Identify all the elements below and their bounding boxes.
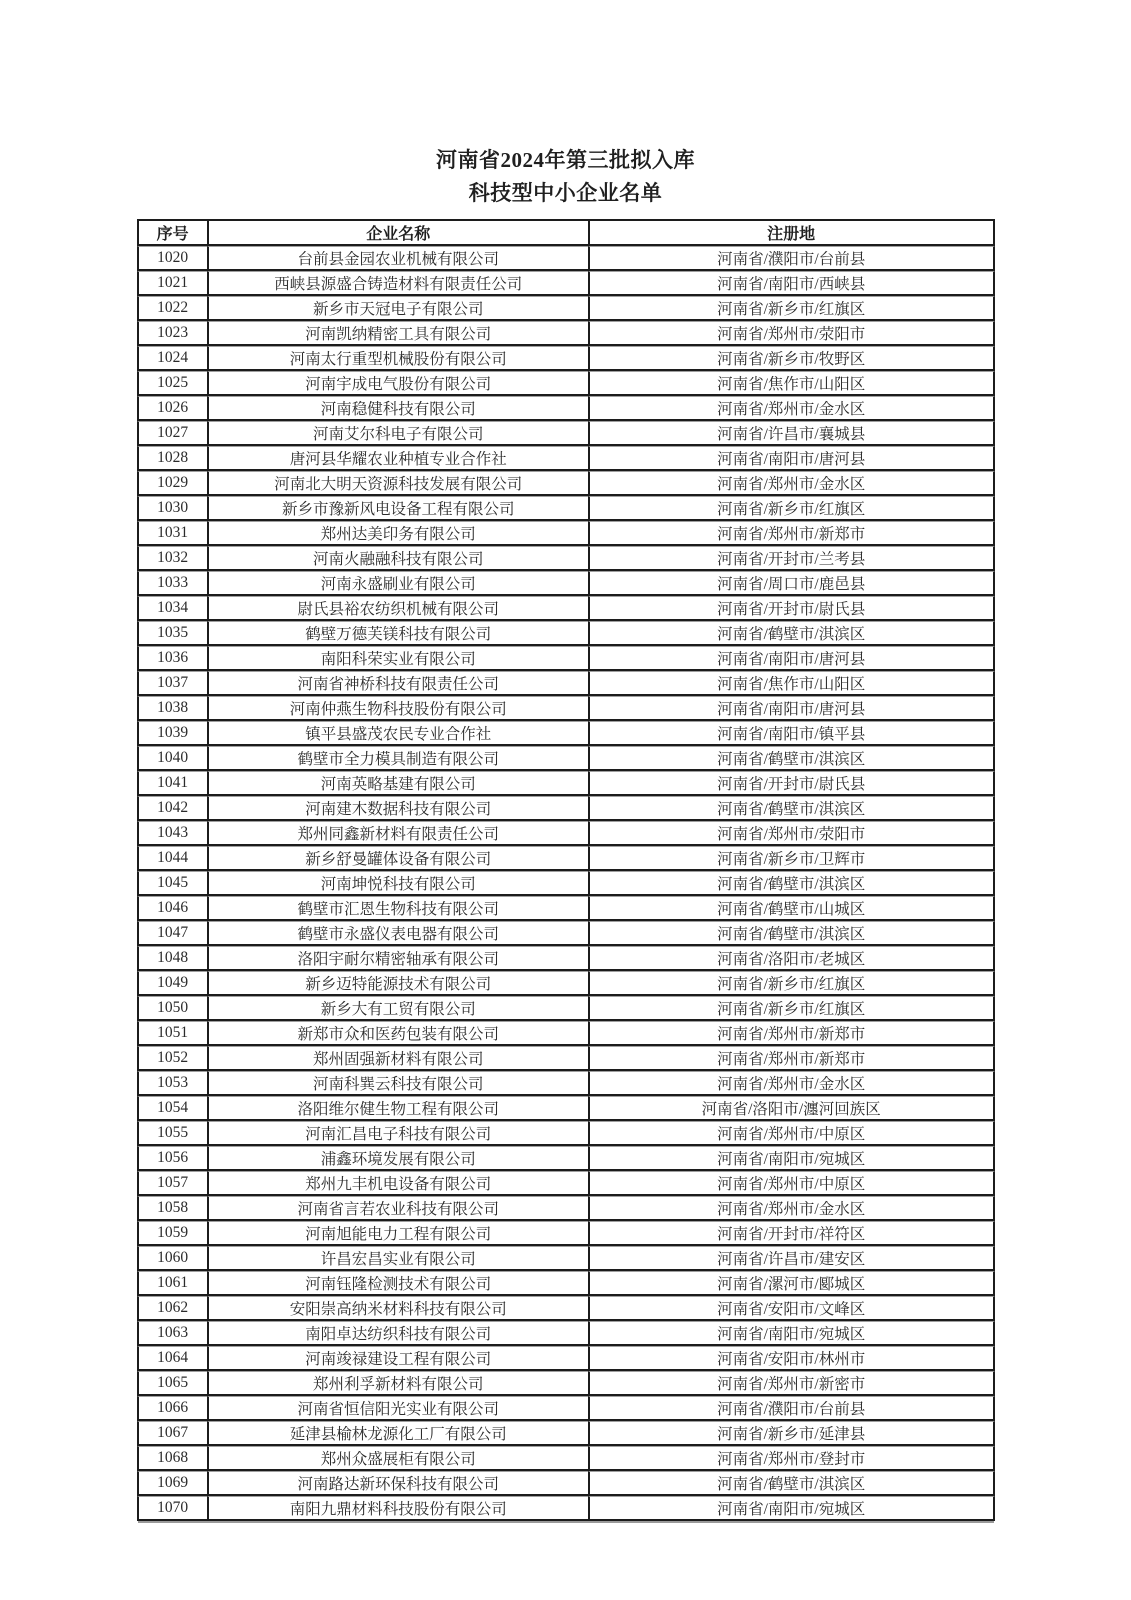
table-row [137, 696, 995, 721]
table-row [137, 321, 995, 346]
cell-company-name: 河南北大明天资源科技发展有限公司 [207, 471, 588, 496]
cell-company-name: 河南路达新环保科技有限公司 [207, 1471, 588, 1496]
cell-registration-place: 河南省/南阳市/宛城区 [588, 1321, 995, 1346]
cell-company-name: 尉氏县裕农纺织机械有限公司 [207, 596, 588, 621]
table-row [137, 1421, 995, 1446]
cell-company-name: 洛阳宇耐尔精密轴承有限公司 [207, 946, 588, 971]
cell-company-name: 河南宇成电气股份有限公司 [207, 371, 588, 396]
table-row [137, 1246, 995, 1271]
cell-serial-number: 1059 [137, 1221, 207, 1246]
cell-registration-place: 河南省/鹤壁市/淇滨区 [588, 871, 995, 896]
cell-company-name: 安阳崇高纳米材料科技有限公司 [207, 1296, 588, 1321]
table-row [137, 721, 995, 746]
cell-serial-number: 1057 [137, 1171, 207, 1196]
company-list-table [137, 219, 995, 1521]
table-row [137, 396, 995, 421]
table-row [137, 296, 995, 321]
cell-company-name: 浦鑫环境发展有限公司 [207, 1146, 588, 1171]
cell-registration-place: 河南省/濮阳市/台前县 [588, 246, 995, 271]
cell-company-name: 唐河县华耀农业种植专业合作社 [207, 446, 588, 471]
cell-serial-number: 1031 [137, 521, 207, 546]
cell-company-name: 鹤壁万德芙镁科技有限公司 [207, 621, 588, 646]
cell-company-name: 河南艾尔科电子有限公司 [207, 421, 588, 446]
cell-serial-number: 1020 [137, 246, 207, 271]
cell-company-name: 河南建木数据科技有限公司 [207, 796, 588, 821]
cell-company-name: 河南省恒信阳光实业有限公司 [207, 1396, 588, 1421]
table-row [137, 1121, 995, 1146]
cell-registration-place: 河南省/开封市/尉氏县 [588, 596, 995, 621]
cell-company-name: 河南永盛刷业有限公司 [207, 571, 588, 596]
cell-serial-number: 1022 [137, 296, 207, 321]
cell-registration-place: 河南省/郑州市/中原区 [588, 1171, 995, 1196]
table-row [137, 1146, 995, 1171]
table-row [137, 1396, 995, 1421]
table-row [137, 871, 995, 896]
cell-registration-place: 河南省/洛阳市/老城区 [588, 946, 995, 971]
table-row [137, 421, 995, 446]
cell-company-name: 许昌宏昌实业有限公司 [207, 1246, 588, 1271]
cell-registration-place: 河南省/许昌市/建安区 [588, 1246, 995, 1271]
cell-serial-number: 1058 [137, 1196, 207, 1221]
cell-serial-number: 1051 [137, 1021, 207, 1046]
cell-registration-place: 河南省/焦作市/山阳区 [588, 671, 995, 696]
cell-company-name: 鹤壁市全力模具制造有限公司 [207, 746, 588, 771]
cell-company-name: 台前县金园农业机械有限公司 [207, 246, 588, 271]
title-line-1: 河南省2024年第三批拟入库 [436, 148, 695, 172]
cell-registration-place: 河南省/郑州市/登封市 [588, 1446, 995, 1471]
table-row [137, 246, 995, 271]
table-row [137, 471, 995, 496]
cell-serial-number: 1055 [137, 1121, 207, 1146]
cell-registration-place: 河南省/鹤壁市/淇滨区 [588, 1471, 995, 1496]
cell-serial-number: 1024 [137, 346, 207, 371]
cell-serial-number: 1047 [137, 921, 207, 946]
cell-company-name: 河南火融融科技有限公司 [207, 546, 588, 571]
cell-registration-place: 河南省/安阳市/文峰区 [588, 1296, 995, 1321]
cell-serial-number: 1066 [137, 1396, 207, 1421]
title-line-2: 科技型中小企业名单 [468, 181, 663, 205]
cell-serial-number: 1068 [137, 1446, 207, 1471]
cell-registration-place: 河南省/郑州市/新郑市 [588, 1021, 995, 1046]
cell-serial-number: 1029 [137, 471, 207, 496]
header-company-name: 企业名称 [207, 219, 588, 246]
cell-registration-place: 河南省/开封市/兰考县 [588, 546, 995, 571]
cell-company-name: 河南凯纳精密工具有限公司 [207, 321, 588, 346]
table-row [137, 371, 995, 396]
cell-serial-number: 1027 [137, 421, 207, 446]
table-row [137, 1196, 995, 1221]
cell-registration-place: 河南省/郑州市/金水区 [588, 1196, 995, 1221]
cell-serial-number: 1046 [137, 896, 207, 921]
cell-serial-number: 1067 [137, 1421, 207, 1446]
table-row [137, 646, 995, 671]
table-row [137, 946, 995, 971]
cell-registration-place: 河南省/周口市/鹿邑县 [588, 571, 995, 596]
cell-company-name: 新乡舒曼罐体设备有限公司 [207, 846, 588, 871]
table-row [137, 596, 995, 621]
cell-company-name: 河南旭能电力工程有限公司 [207, 1221, 588, 1246]
cell-serial-number: 1041 [137, 771, 207, 796]
cell-company-name: 洛阳维尔健生物工程有限公司 [207, 1096, 588, 1121]
cell-serial-number: 1061 [137, 1271, 207, 1296]
table-row [137, 1296, 995, 1321]
cell-registration-place: 河南省/郑州市/荥阳市 [588, 321, 995, 346]
cell-company-name: 鹤壁市汇恩生物科技有限公司 [207, 896, 588, 921]
cell-registration-place: 河南省/郑州市/新郑市 [588, 1046, 995, 1071]
table-row [137, 996, 995, 1021]
cell-registration-place: 河南省/南阳市/唐河县 [588, 646, 995, 671]
cell-serial-number: 1069 [137, 1471, 207, 1496]
header-serial-number: 序号 [137, 219, 207, 246]
cell-serial-number: 1037 [137, 671, 207, 696]
cell-serial-number: 1045 [137, 871, 207, 896]
cell-serial-number: 1040 [137, 746, 207, 771]
cell-company-name: 新乡市豫新风电设备工程有限公司 [207, 496, 588, 521]
cell-registration-place: 河南省/郑州市/中原区 [588, 1121, 995, 1146]
cell-registration-place: 河南省/南阳市/唐河县 [588, 696, 995, 721]
cell-company-name: 南阳九鼎材料科技股份有限公司 [207, 1496, 588, 1521]
cell-registration-place: 河南省/漯河市/郾城区 [588, 1271, 995, 1296]
cell-registration-place: 河南省/焦作市/山阳区 [588, 371, 995, 396]
cell-registration-place: 河南省/新乡市/红旗区 [588, 996, 995, 1021]
table-row [137, 746, 995, 771]
cell-serial-number: 1033 [137, 571, 207, 596]
cell-registration-place: 河南省/郑州市/荥阳市 [588, 821, 995, 846]
document-title [0, 0, 1131, 210]
cell-registration-place: 河南省/新乡市/延津县 [588, 1421, 995, 1446]
cell-serial-number: 1030 [137, 496, 207, 521]
table-row [137, 346, 995, 371]
table-row [137, 671, 995, 696]
cell-serial-number: 1032 [137, 546, 207, 571]
cell-serial-number: 1053 [137, 1071, 207, 1096]
cell-registration-place: 河南省/新乡市/红旗区 [588, 496, 995, 521]
cell-registration-place: 河南省/鹤壁市/淇滨区 [588, 921, 995, 946]
cell-company-name: 河南科巽云科技有限公司 [207, 1071, 588, 1096]
cell-registration-place: 河南省/南阳市/唐河县 [588, 446, 995, 471]
cell-registration-place: 河南省/郑州市/新郑市 [588, 521, 995, 546]
cell-company-name: 河南英略基建有限公司 [207, 771, 588, 796]
cell-company-name: 河南竣禄建设工程有限公司 [207, 1346, 588, 1371]
table-row [137, 271, 995, 296]
table-row [137, 621, 995, 646]
table-row [137, 771, 995, 796]
cell-company-name: 郑州利孚新材料有限公司 [207, 1371, 588, 1396]
cell-serial-number: 1028 [137, 446, 207, 471]
table-row [137, 1346, 995, 1371]
table-row [137, 796, 995, 821]
cell-registration-place: 河南省/鹤壁市/淇滨区 [588, 796, 995, 821]
cell-company-name: 郑州固强新材料有限公司 [207, 1046, 588, 1071]
table-row [137, 1071, 995, 1096]
cell-company-name: 郑州九丰机电设备有限公司 [207, 1171, 588, 1196]
table-row [137, 1371, 995, 1396]
cell-serial-number: 1050 [137, 996, 207, 1021]
table-row [137, 921, 995, 946]
cell-serial-number: 1038 [137, 696, 207, 721]
cell-registration-place: 河南省/开封市/祥符区 [588, 1221, 995, 1246]
cell-registration-place: 河南省/洛阳市/瀍河回族区 [588, 1096, 995, 1121]
cell-company-name: 河南汇昌电子科技有限公司 [207, 1121, 588, 1146]
cell-serial-number: 1035 [137, 621, 207, 646]
table-row [137, 846, 995, 871]
header-registration-place: 注册地 [588, 219, 995, 246]
cell-serial-number: 1056 [137, 1146, 207, 1171]
cell-registration-place: 河南省/濮阳市/台前县 [588, 1396, 995, 1421]
table-row [137, 1021, 995, 1046]
cell-company-name: 西峡县源盛合铸造材料有限责任公司 [207, 271, 588, 296]
cell-registration-place: 河南省/安阳市/林州市 [588, 1346, 995, 1371]
cell-serial-number: 1044 [137, 846, 207, 871]
cell-company-name: 河南省神桥科技有限责任公司 [207, 671, 588, 696]
table-row [137, 896, 995, 921]
cell-registration-place: 河南省/新乡市/牧野区 [588, 346, 995, 371]
table-row [137, 1446, 995, 1471]
cell-serial-number: 1034 [137, 596, 207, 621]
table-row [137, 546, 995, 571]
cell-company-name: 镇平县盛茂农民专业合作社 [207, 721, 588, 746]
cell-serial-number: 1043 [137, 821, 207, 846]
cell-company-name: 郑州同鑫新材料有限责任公司 [207, 821, 588, 846]
cell-serial-number: 1062 [137, 1296, 207, 1321]
cell-registration-place: 河南省/鹤壁市/山城区 [588, 896, 995, 921]
cell-company-name: 河南仲燕生物科技股份有限公司 [207, 696, 588, 721]
cell-registration-place: 河南省/新乡市/卫辉市 [588, 846, 995, 871]
cell-company-name: 新乡大有工贸有限公司 [207, 996, 588, 1021]
cell-company-name: 河南省言若农业科技有限公司 [207, 1196, 588, 1221]
cell-serial-number: 1026 [137, 396, 207, 421]
cell-registration-place: 河南省/南阳市/镇平县 [588, 721, 995, 746]
cell-registration-place: 河南省/新乡市/红旗区 [588, 296, 995, 321]
cell-company-name: 郑州达美印务有限公司 [207, 521, 588, 546]
table-row [137, 1321, 995, 1346]
table-row [137, 1096, 995, 1121]
cell-company-name: 南阳卓达纺织科技有限公司 [207, 1321, 588, 1346]
cell-registration-place: 河南省/鹤壁市/淇滨区 [588, 621, 995, 646]
cell-company-name: 新郑市众和医药包装有限公司 [207, 1021, 588, 1046]
cell-registration-place: 河南省/郑州市/金水区 [588, 1071, 995, 1096]
table-row [137, 571, 995, 596]
table-body [137, 246, 995, 1521]
table-row [137, 1496, 995, 1521]
cell-serial-number: 1070 [137, 1496, 207, 1521]
cell-company-name: 河南太行重型机械股份有限公司 [207, 346, 588, 371]
cell-registration-place: 河南省/郑州市/金水区 [588, 471, 995, 496]
table-row [137, 821, 995, 846]
table-row [137, 1221, 995, 1246]
cell-registration-place: 河南省/南阳市/宛城区 [588, 1496, 995, 1521]
cell-serial-number: 1036 [137, 646, 207, 671]
cell-company-name: 新乡迈特能源技术有限公司 [207, 971, 588, 996]
table-row [137, 496, 995, 521]
cell-serial-number: 1052 [137, 1046, 207, 1071]
cell-registration-place: 河南省/开封市/尉氏县 [588, 771, 995, 796]
table-row [137, 446, 995, 471]
cell-registration-place: 河南省/南阳市/宛城区 [588, 1146, 995, 1171]
table-row [137, 1046, 995, 1071]
cell-registration-place: 河南省/南阳市/西峡县 [588, 271, 995, 296]
cell-registration-place: 河南省/郑州市/新密市 [588, 1371, 995, 1396]
cell-company-name: 延津县榆林龙源化工厂有限公司 [207, 1421, 588, 1446]
table-row [137, 1471, 995, 1496]
cell-company-name: 河南稳健科技有限公司 [207, 396, 588, 421]
table-row [137, 971, 995, 996]
table-header-row [137, 219, 995, 246]
cell-registration-place: 河南省/许昌市/襄城县 [588, 421, 995, 446]
cell-serial-number: 1054 [137, 1096, 207, 1121]
cell-company-name: 南阳科荣实业有限公司 [207, 646, 588, 671]
cell-serial-number: 1060 [137, 1246, 207, 1271]
cell-serial-number: 1023 [137, 321, 207, 346]
table-row [137, 1271, 995, 1296]
cell-company-name: 鹤壁市永盛仪表电器有限公司 [207, 921, 588, 946]
cell-registration-place: 河南省/郑州市/金水区 [588, 396, 995, 421]
cell-serial-number: 1039 [137, 721, 207, 746]
cell-company-name: 河南钰隆检测技术有限公司 [207, 1271, 588, 1296]
cell-serial-number: 1048 [137, 946, 207, 971]
cell-serial-number: 1065 [137, 1371, 207, 1396]
cell-registration-place: 河南省/新乡市/红旗区 [588, 971, 995, 996]
cell-serial-number: 1025 [137, 371, 207, 396]
cell-company-name: 河南坤悦科技有限公司 [207, 871, 588, 896]
cell-company-name: 郑州众盛展柜有限公司 [207, 1446, 588, 1471]
table-row [137, 1171, 995, 1196]
table-row [137, 521, 995, 546]
cell-serial-number: 1063 [137, 1321, 207, 1346]
cell-serial-number: 1064 [137, 1346, 207, 1371]
cell-serial-number: 1042 [137, 796, 207, 821]
cell-serial-number: 1021 [137, 271, 207, 296]
cell-company-name: 新乡市天冠电子有限公司 [207, 296, 588, 321]
cell-registration-place: 河南省/鹤壁市/淇滨区 [588, 746, 995, 771]
cell-serial-number: 1049 [137, 971, 207, 996]
